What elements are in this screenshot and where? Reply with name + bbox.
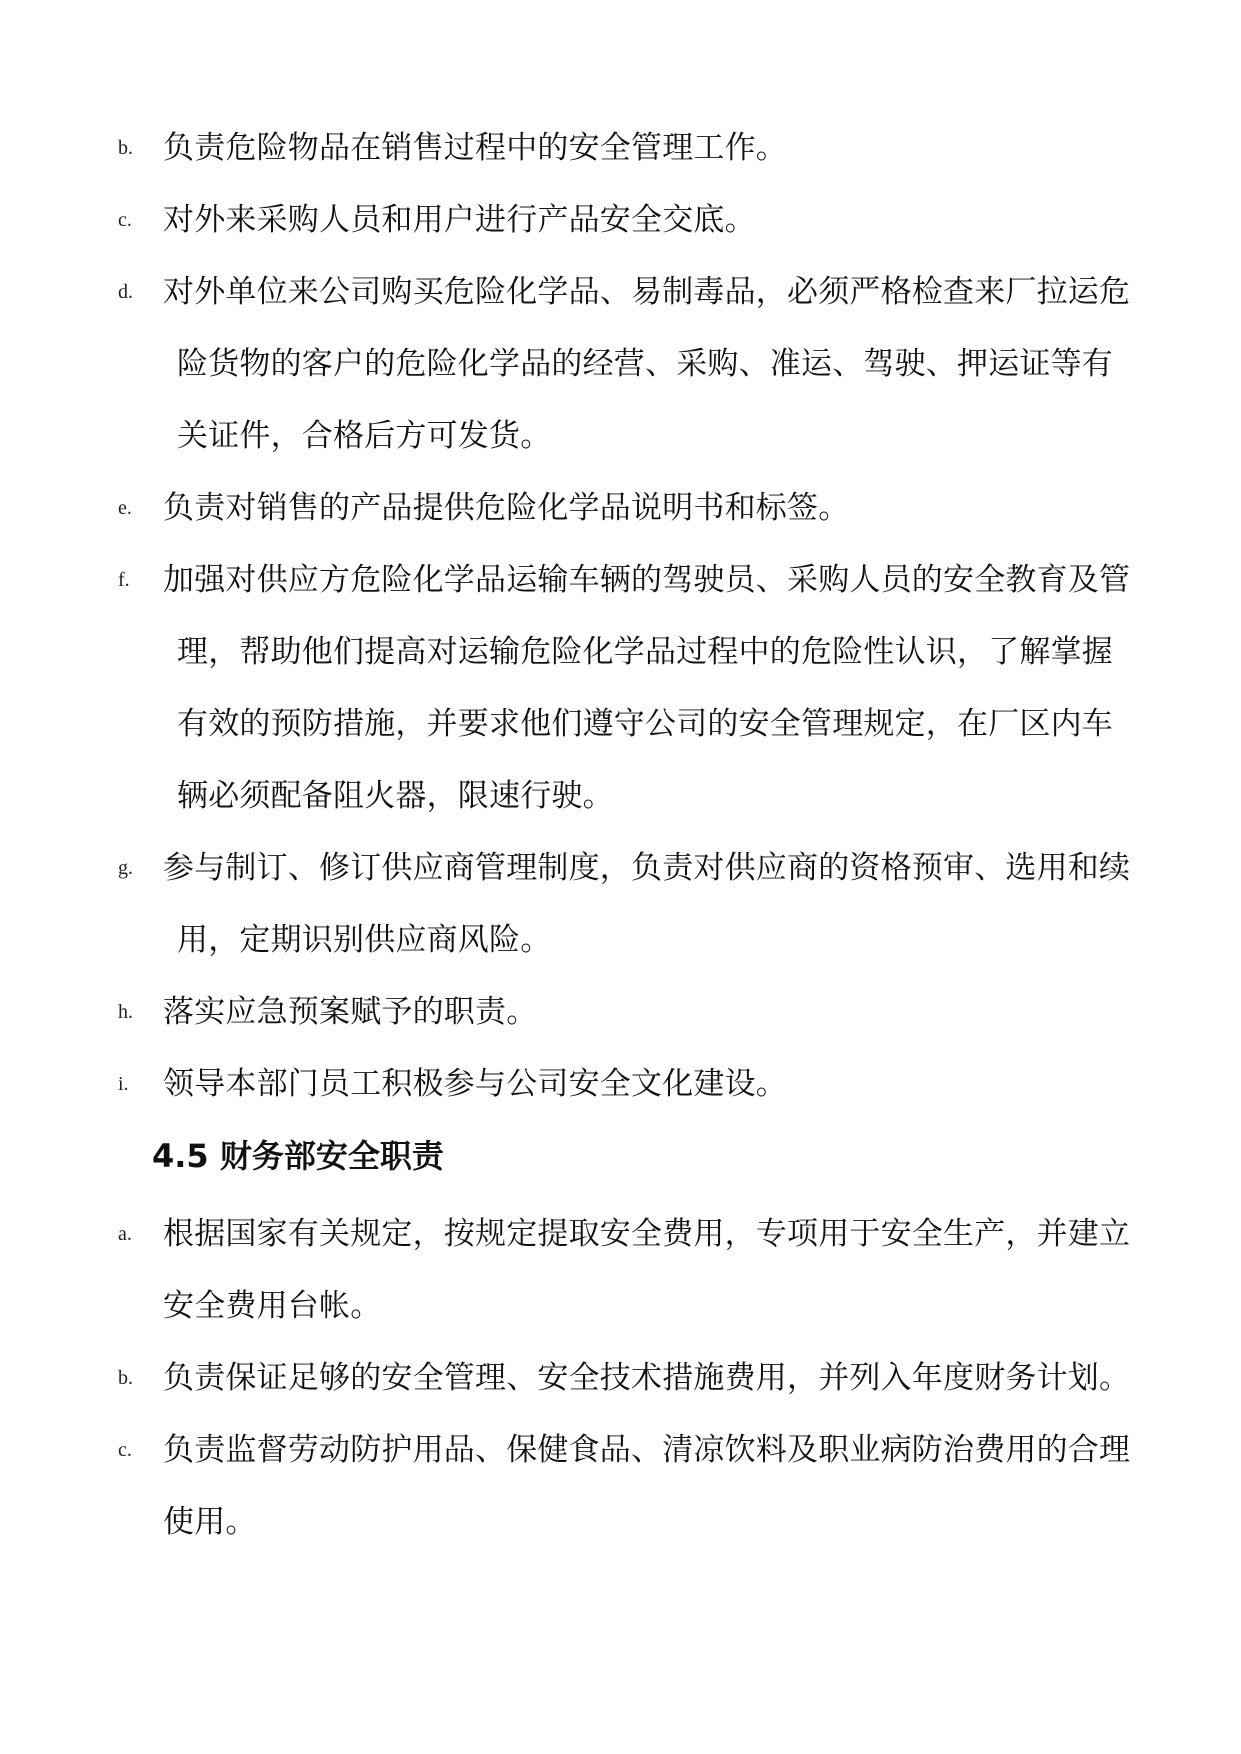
section-heading: 4.5 财务部安全职责: [152, 1137, 444, 1175]
list-text: 领导本部门员工积极参与公司安全文化建设。: [163, 1066, 787, 1102]
list-text: 参与制订、修订供应商管理制度，负责对供应商的资格预审、选用和续用，定期识别供应商风险。: [163, 850, 1131, 958]
list-marker: a.: [118, 1223, 132, 1245]
list-text: 负责保证足够的安全管理、安全技术措施费用，并列入年度财务计划。: [163, 1360, 1131, 1396]
list-item: [118, 1198, 1138, 1342]
list-marker: f.: [118, 569, 130, 591]
list-item: [118, 1414, 1138, 1558]
list-item: [118, 112, 1138, 184]
list-marker: d.: [118, 281, 133, 303]
list-text: 对外来采购人员和用户进行产品安全交底。: [163, 202, 756, 238]
list-item: [118, 976, 1138, 1048]
list-text: 对外单位来公司购买危险化学品、易制毒品，必须严格检查来厂拉运危险货物的客户的危险化学品的经营、采购、准运、驾驶、押运证等有关证件，合格后方可发货。: [163, 274, 1131, 454]
list-text: 落实应急预案赋予的职责。: [163, 994, 538, 1030]
list-item: [118, 472, 1138, 544]
document-content: [118, 112, 1138, 1558]
list-marker: h.: [118, 1001, 133, 1023]
list-marker: c.: [118, 1439, 132, 1461]
list-item: [118, 832, 1138, 976]
list-text: 负责对销售的产品提供危险化学品说明书和标签。: [163, 490, 850, 526]
list-text: 根据国家有关规定，按规定提取安全费用，专项用于安全生产，并建立安全费用台帐。: [163, 1216, 1131, 1324]
list-text: 负责监督劳动防护用品、保健食品、清凉饮料及职业病防治费用的合理使用。: [163, 1432, 1131, 1540]
list-item: [118, 544, 1138, 832]
list-marker: b.: [118, 1367, 133, 1389]
list-marker: g.: [118, 857, 133, 879]
list-marker: i.: [118, 1073, 129, 1095]
list-marker: b.: [118, 137, 133, 159]
list-item: [118, 184, 1138, 256]
list-text: 负责危险物品在销售过程中的安全管理工作。: [163, 130, 787, 166]
list-text: 加强对供应方危险化学品运输车辆的驾驶员、采购人员的安全教育及管理，帮助他们提高对运输危险化学品过程中的危险性认识，了解掌握有效的预防措施，并要求他们遵守公司的安全管理规定，在厂区内车辆必须配备阻火器，限速行驶。: [163, 562, 1131, 814]
list-item: [118, 256, 1138, 472]
list-item: [118, 1342, 1138, 1414]
list-marker: e.: [118, 497, 132, 519]
list-marker: c.: [118, 209, 132, 231]
list-item: [118, 1048, 1138, 1120]
